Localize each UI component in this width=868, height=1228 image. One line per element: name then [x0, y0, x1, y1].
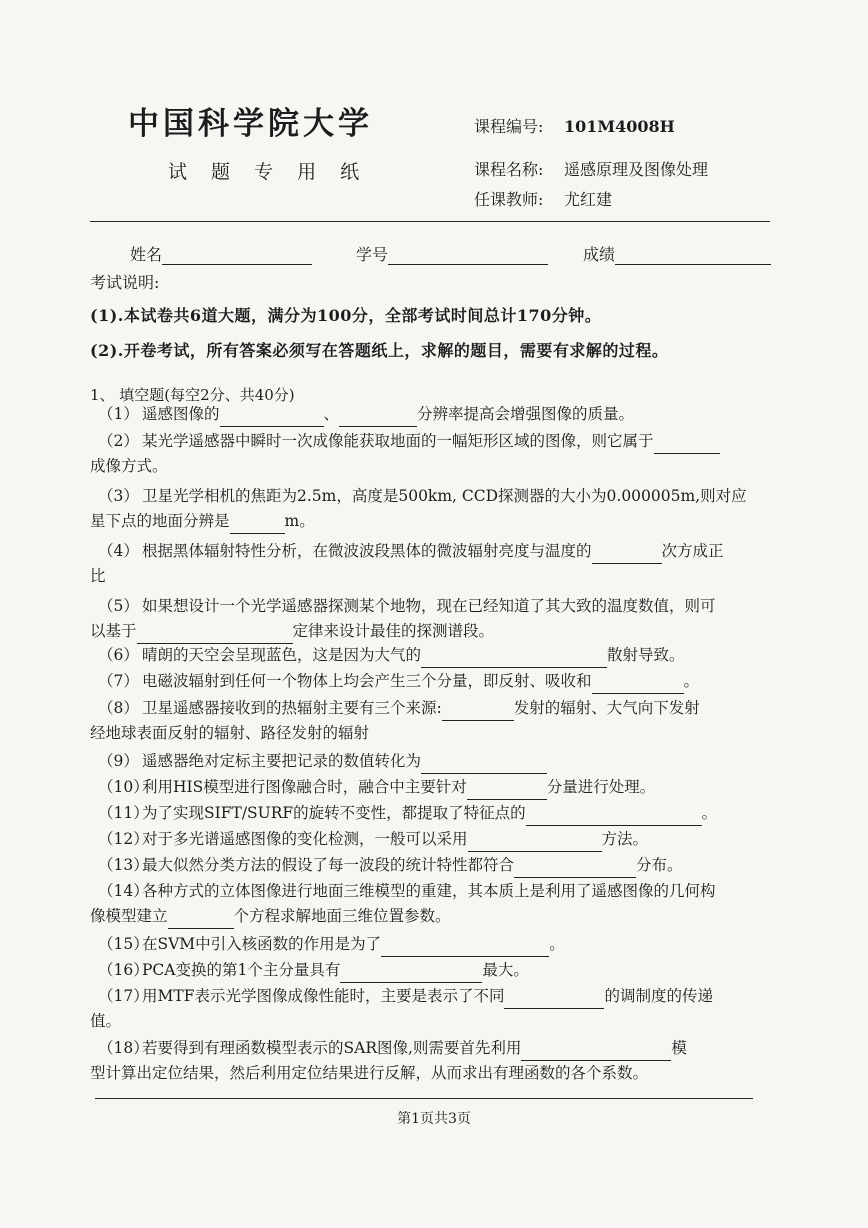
course-code-label: 课程编号:	[474, 117, 544, 136]
question-text: 散射导致。	[607, 646, 685, 664]
answer-blank[interactable]	[442, 703, 514, 721]
question-number: （3）	[98, 487, 139, 505]
answer-blank[interactable]	[421, 650, 607, 668]
question-text: 星下点的地面分辨是	[90, 512, 230, 530]
course-code-value: 101M4008H	[564, 117, 675, 136]
question-text: 发射的辐射、大气向下发射	[513, 699, 700, 717]
question-number: （12）	[98, 830, 149, 848]
answer-blank[interactable]	[592, 546, 662, 564]
name-blank[interactable]	[162, 246, 312, 265]
question-text: 经地球表面反射的辐射、路径发射的辐射	[90, 724, 370, 742]
footer-divider	[95, 1098, 753, 1099]
answer-blank[interactable]	[340, 965, 482, 983]
question-text: 以基于	[90, 622, 137, 640]
section-title: 1、 填空题(每空2分、共40分)	[90, 386, 295, 404]
teacher-value: 尤红建	[564, 190, 613, 209]
score-label: 成绩	[583, 245, 616, 264]
question-number: （14）	[98, 882, 149, 900]
question-text: 比	[90, 567, 106, 585]
question-number: （5）	[98, 597, 139, 615]
question-number: （16）	[98, 961, 149, 979]
name-label: 姓名	[130, 245, 163, 264]
question-number: （2）	[98, 432, 139, 450]
question-text: 用MTF表示光学图像成像性能时，主要是表示了不同	[142, 987, 505, 1005]
question-number: （8）	[98, 699, 139, 717]
question-16	[90, 958, 780, 983]
answer-blank[interactable]	[467, 782, 547, 800]
student-id-blank[interactable]	[388, 246, 548, 265]
question-text: 卫星遥感器接收到的热辐射主要有三个来源:	[142, 699, 442, 717]
paper-label: 试 题 专 用 纸	[168, 161, 369, 183]
question-text: 根据黑体辐射特性分析，在微波波段黑体的微波辐射亮度与温度的	[142, 542, 592, 560]
answer-blank[interactable]	[592, 676, 684, 694]
question-number: （10）	[98, 778, 149, 796]
question-number: （11）	[98, 804, 149, 822]
answer-blank[interactable]	[468, 834, 602, 852]
name-field	[130, 242, 312, 265]
question-text: 模	[671, 1039, 687, 1057]
question-text: 方法。	[601, 830, 649, 848]
question-text: 。	[549, 935, 565, 953]
school-name: 中国科学院大学	[128, 106, 373, 142]
question-17	[90, 984, 780, 1034]
page-number: 第1页共3页	[397, 1111, 471, 1127]
question-number: （7）	[98, 672, 139, 690]
question-1	[90, 402, 780, 427]
teacher-row	[474, 187, 612, 210]
answer-blank[interactable]	[421, 756, 547, 774]
instructions-title: 考试说明:	[90, 273, 160, 292]
question-12	[90, 827, 780, 852]
header-divider	[90, 221, 770, 222]
course-code-row	[474, 114, 675, 137]
question-11	[90, 801, 780, 826]
question-6	[90, 643, 780, 668]
question-text: 若要得到有理函数模型表示的SAR图像,则需要首先利用	[142, 1039, 522, 1057]
question-text: 。	[683, 672, 700, 690]
question-18	[90, 1036, 780, 1086]
course-name-row	[474, 157, 708, 180]
question-number: （18）	[98, 1039, 149, 1057]
course-name-label: 课程名称:	[474, 160, 544, 179]
question-text: 分布。	[636, 856, 683, 874]
question-number: （4）	[98, 542, 139, 560]
question-9	[90, 749, 780, 774]
score-field	[583, 242, 771, 265]
question-number: （1）	[98, 405, 139, 423]
question-text: PCA变换的第1个主分量具有	[142, 961, 341, 979]
answer-blank[interactable]	[504, 991, 604, 1009]
question-text: 成像方式。	[90, 457, 168, 475]
answer-blank[interactable]	[654, 436, 720, 454]
instruction-rule-2: (2).开卷考试，所有答案必须写在答题纸上，求解的题目，需要有求解的过程。	[90, 341, 669, 360]
instruction-rule-1: (1).本试卷共6道大题，满分为100分，全部考试时间总计170分钟。	[90, 306, 602, 325]
answer-blank[interactable]	[514, 860, 636, 878]
question-13	[90, 853, 780, 878]
question-number: （15）	[98, 935, 149, 953]
question-text: 像模型建立	[90, 907, 168, 925]
question-text: 分量进行处理。	[546, 778, 656, 796]
question-text: 最大。	[482, 961, 529, 979]
question-text: 型计算出定位结果，然后利用定位结果进行反解，从而求出有理函数的各个系数。	[90, 1064, 649, 1082]
question-text: 为了实现SIFT/SURF的旋转不变性，都提取了特征点的	[142, 804, 526, 822]
question-text: 某光学遥感器中瞬时一次成像能获取地面的一幅矩形区域的图像，则它属于	[142, 432, 654, 450]
question-text: 的调制度的传递	[604, 987, 713, 1005]
answer-blank[interactable]	[137, 626, 293, 644]
question-10	[90, 775, 780, 800]
teacher-label: 任课教师:	[474, 190, 544, 209]
student-id-label: 学号	[356, 245, 389, 264]
question-text: m。	[284, 512, 315, 530]
question-text: 利用HIS模型进行图像融合时，融合中主要针对	[142, 778, 467, 796]
question-text: 定律来设计最佳的探测谱段。	[292, 622, 495, 640]
question-4	[90, 539, 780, 589]
answer-blank[interactable]	[526, 808, 702, 826]
question-5	[90, 594, 780, 644]
question-text: 分辨率提高会增强图像的质量。	[417, 405, 635, 423]
question-3	[90, 484, 780, 534]
question-text: 卫星光学相机的焦距为2.5m，高度是500km, CCD探测器的大小为0.000005m,则对应	[142, 487, 747, 505]
course-name-value: 遥感原理及图像处理	[564, 160, 709, 179]
question-text: 如果想设计一个光学遥感器探测某个地物，现在已经知道了其大致的温度数值，则可	[142, 597, 716, 615]
question-text: 各种方式的立体图像进行地面三维模型的重建，其本质上是利用了遥感图像的几何构	[142, 882, 716, 900]
question-text: 个方程求解地面三维位置参数。	[233, 907, 451, 925]
question-text: 次方成正	[661, 542, 724, 560]
question-text: 最大似然分类方法的假设了每一波段的统计特性都符合	[142, 856, 515, 874]
answer-blank[interactable]	[339, 409, 417, 427]
question-number: （6）	[98, 646, 139, 664]
question-15	[90, 932, 780, 957]
answer-blank[interactable]	[230, 516, 285, 534]
question-number: （13）	[98, 856, 149, 874]
score-blank[interactable]	[615, 246, 771, 265]
question-number: （9）	[98, 752, 139, 770]
question-text: 对于多光谱遥感图像的变化检测，一般可以采用	[142, 830, 468, 848]
question-text: 值。	[90, 1012, 122, 1030]
question-text: 电磁波辐射到任何一个物体上均会产生三个分量，即反射、吸收和	[142, 672, 592, 690]
question-8	[90, 696, 780, 746]
question-number: （17）	[98, 987, 149, 1005]
question-text: 。	[701, 804, 718, 822]
question-text: 遥感图像的	[142, 405, 220, 423]
answer-blank[interactable]	[521, 1043, 671, 1061]
question-7	[90, 669, 780, 694]
question-text: 、	[323, 405, 340, 423]
student-id-field	[356, 242, 548, 265]
question-14	[90, 879, 780, 929]
question-text: 遥感器绝对定标主要把记录的数值转化为	[142, 752, 422, 770]
question-2	[90, 429, 780, 479]
answer-blank[interactable]	[220, 409, 324, 427]
answer-blank[interactable]	[381, 939, 549, 957]
answer-blank[interactable]	[168, 911, 234, 929]
question-text: 在SVM中引入核函数的作用是为了	[142, 935, 382, 953]
question-text: 晴朗的天空会呈现蓝色，这是因为大气的	[142, 646, 422, 664]
